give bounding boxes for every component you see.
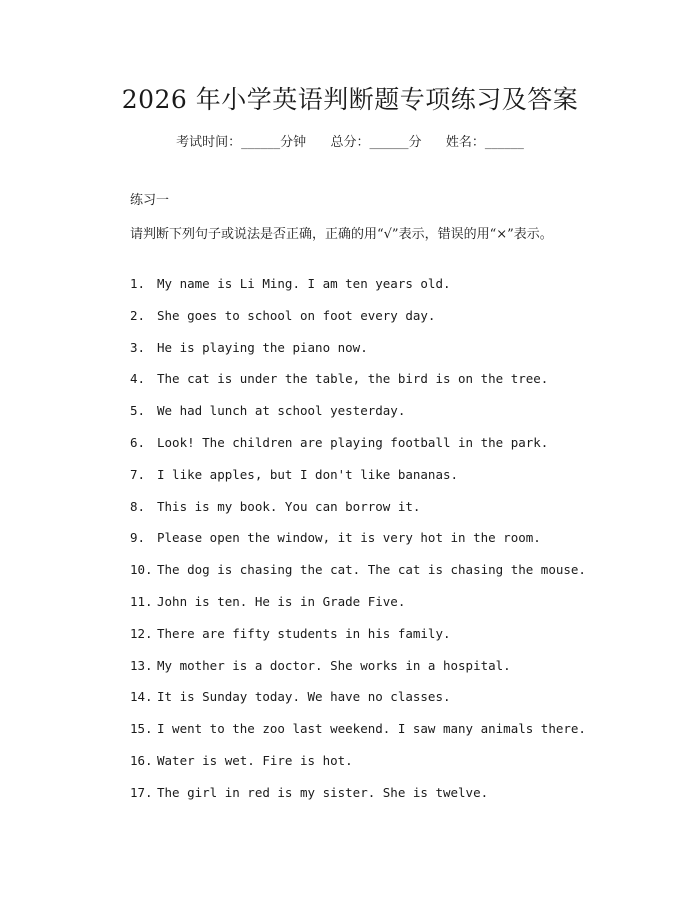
question-item bbox=[130, 530, 586, 562]
student-name: 姓名：______ bbox=[445, 135, 524, 150]
question-number: 17. bbox=[130, 784, 153, 800]
question-text: John is ten. He is in Grade Five. bbox=[157, 593, 406, 609]
question-text: She goes to school on foot every day. bbox=[157, 307, 436, 323]
question-item bbox=[130, 403, 586, 435]
question-item bbox=[130, 785, 586, 817]
question-text: He is playing the piano now. bbox=[157, 339, 368, 355]
question-number: 12. bbox=[130, 625, 153, 641]
question-item bbox=[130, 499, 586, 531]
instruction-text: 请判断下列句子或说法是否正确，正确的用“√”表示，错误的用“×”表示。 bbox=[130, 227, 553, 242]
question-item bbox=[130, 467, 586, 499]
question-text: The girl in red is my sister. She is twelve. bbox=[157, 784, 489, 800]
exam-time: 考试时间：______分钟 bbox=[176, 135, 307, 150]
question-item bbox=[130, 689, 586, 721]
question-number: 7. bbox=[130, 466, 146, 482]
page-title: 2026 年小学英语判断题专项练习及答案 bbox=[121, 85, 579, 114]
question-text: I went to the zoo last weekend. I saw many animals there. bbox=[157, 721, 586, 737]
exam-meta bbox=[0, 131, 700, 150]
section-heading: 练习一 bbox=[130, 193, 170, 208]
question-number: 2. bbox=[130, 307, 146, 323]
question-number: 3. bbox=[130, 339, 146, 355]
question-number: 9. bbox=[130, 530, 146, 546]
question-item bbox=[130, 594, 586, 626]
question-item bbox=[130, 626, 586, 658]
question-item bbox=[130, 721, 586, 753]
question-number: 13. bbox=[130, 657, 153, 673]
question-text: The cat is under the table, the bird is on the tree. bbox=[157, 371, 549, 387]
question-number: 16. bbox=[130, 752, 153, 768]
question-item bbox=[130, 276, 586, 308]
question-item bbox=[130, 658, 586, 690]
question-text: It is Sunday today. We have no classes. bbox=[157, 689, 451, 705]
question-number: 5. bbox=[130, 403, 146, 419]
question-text: My mother is a doctor. She works in a hospital. bbox=[157, 657, 511, 673]
question-text: This is my book. You can borrow it. bbox=[157, 498, 421, 514]
question-number: 14. bbox=[130, 689, 153, 705]
question-item bbox=[130, 371, 586, 403]
question-number: 10. bbox=[130, 562, 153, 578]
question-list bbox=[130, 276, 586, 817]
question-text: Please open the window, it is very hot in the room. bbox=[157, 530, 541, 546]
question-text: I like apples, but I don't like bananas. bbox=[157, 466, 459, 482]
question-text: My name is Li Ming. I am ten years old. bbox=[157, 276, 451, 291]
question-number: 11. bbox=[130, 593, 153, 609]
question-number: 6. bbox=[130, 434, 146, 450]
question-text: Water is wet. Fire is hot. bbox=[157, 752, 353, 768]
question-text: Look! The children are playing football in the park. bbox=[157, 434, 549, 450]
question-number: 1. bbox=[130, 276, 146, 291]
question-item bbox=[130, 340, 586, 372]
question-number: 15. bbox=[130, 721, 153, 737]
question-item bbox=[130, 435, 586, 467]
question-number: 8. bbox=[130, 498, 146, 514]
question-item bbox=[130, 753, 586, 785]
question-text: The dog is chasing the cat. The cat is chasing the mouse. bbox=[157, 562, 586, 578]
question-item bbox=[130, 562, 586, 594]
question-item bbox=[130, 308, 586, 340]
question-number: 4. bbox=[130, 371, 146, 387]
question-text: We had lunch at school yesterday. bbox=[157, 403, 406, 419]
exam-score: 总分：______分 bbox=[330, 135, 422, 150]
question-text: There are fifty students in his family. bbox=[157, 625, 451, 641]
